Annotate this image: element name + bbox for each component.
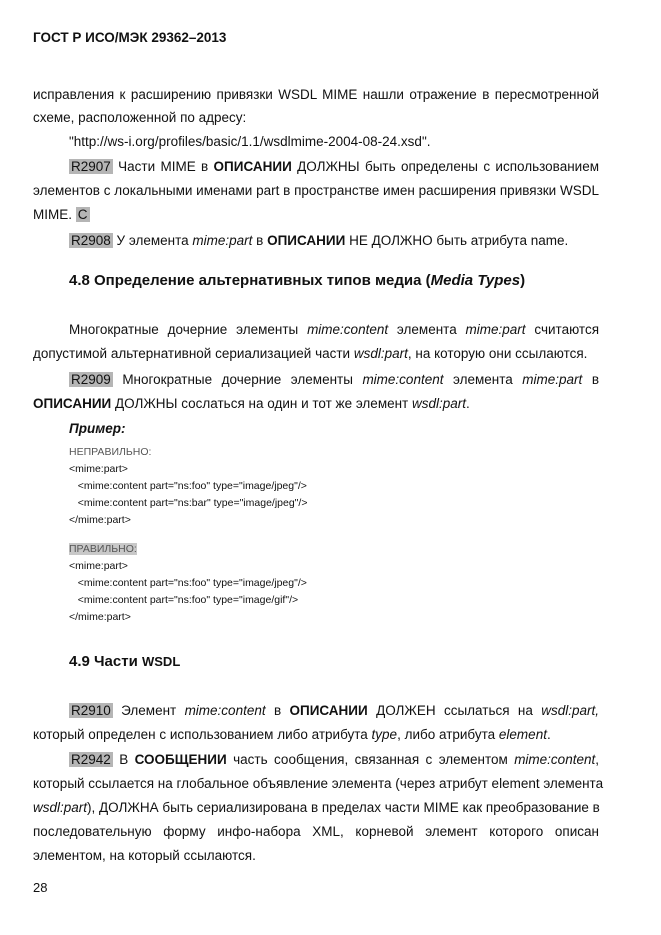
r2907-line-3: MIME. C bbox=[33, 207, 88, 222]
r2942-line-3: wsdl:part), ДОЛЖНА быть сериализирована в пределах части MIME как преобразование в bbox=[33, 800, 600, 815]
r2907-line-1: R2907 Части MIME в ОПИСАНИИ ДОЛЖНЫ быть определены с использованием bbox=[71, 159, 599, 174]
r2909-line-1: R2909 Многократные дочерние элементы mime:content элемента mime:part в bbox=[71, 372, 599, 387]
r2910-line-2: который определен с использованием либо атрибута type, либо атрибута element. bbox=[33, 727, 551, 742]
r2942-line-4: последовательную форму инфо-набора XML, корневой элемент которого описан bbox=[33, 824, 599, 839]
conformance-mark: C bbox=[77, 207, 88, 222]
example-heading: Пример: bbox=[69, 421, 126, 436]
example-wrong-block bbox=[69, 444, 307, 529]
intro-line-1: исправления к расширению привязки WSDL MIME нашли отражение в пересмотренной bbox=[33, 87, 599, 102]
requirement-tag: R2942 bbox=[71, 752, 111, 767]
requirement-tag: R2908 bbox=[71, 233, 111, 248]
code-line: </mime:part> bbox=[69, 611, 131, 623]
page-number: 28 bbox=[33, 880, 48, 895]
example-right-block bbox=[69, 541, 307, 626]
intro-line-2: схеме, расположенной по адресу: bbox=[33, 110, 247, 125]
code-line: <mime:content part="ns:foo" type="image/gif"/> bbox=[69, 594, 299, 606]
code-line: <mime:content part="ns:foo" type="image/jpeg"/> bbox=[69, 480, 307, 492]
r2908-line: R2908 У элемента mime:part в ОПИСАНИИ НЕ ДОЛЖНО быть атрибута name. bbox=[71, 233, 569, 248]
intro-url: "http://ws-i.org/profiles/basic/1.1/wsdlmime-2004-08-24.xsd". bbox=[69, 134, 431, 149]
requirement-tag: R2909 bbox=[71, 372, 111, 387]
code-line: <mime:content part="ns:foo" type="image/jpeg"/> bbox=[69, 577, 307, 589]
section-4-8-title: 4.8 Определение альтернативных типов медиа (Media Types) bbox=[69, 272, 526, 289]
requirement-tag: R2910 bbox=[71, 703, 111, 718]
requirement-tag: R2907 bbox=[71, 159, 111, 174]
section-4-9-title: 4.9 Части WSDL bbox=[69, 653, 181, 670]
document-header: ГОСТ Р ИСО/МЭК 29362–2013 bbox=[33, 30, 227, 45]
p48-line-2: допустимой альтернативной сериализацией части wsdl:part, на которую они ссылаются. bbox=[33, 346, 588, 361]
r2942-line-5: элементом, на который ссылаются. bbox=[33, 848, 256, 863]
r2909-line-2: ОПИСАНИИ ДОЛЖНЫ сослаться на один и тот же элемент wsdl:part. bbox=[33, 396, 470, 411]
code-line: <mime:part> bbox=[69, 463, 128, 475]
wrong-label: НЕПРАВИЛЬНО: bbox=[69, 446, 152, 458]
code-line: </mime:part> bbox=[69, 514, 131, 526]
r2910-line-1: R2910 Элемент mime:content в ОПИСАНИИ ДОЛЖЕН ссылаться на wsdl:part, bbox=[71, 703, 599, 718]
code-line: <mime:content part="ns:bar" type="image/jpeg"/> bbox=[69, 497, 308, 509]
r2907-line-2: элементов с локальными именами part в пространстве имен расширения привязки WSDL bbox=[33, 183, 599, 198]
p48-line-1: Многократные дочерние элементы mime:content элемента mime:part считаются bbox=[69, 322, 600, 337]
right-label: ПРАВИЛЬНО: bbox=[69, 543, 137, 555]
code-line: <mime:part> bbox=[69, 560, 128, 572]
r2942-line-1: R2942 В СООБЩЕНИИ часть сообщения, связанная с элементом mime:content, bbox=[71, 752, 599, 767]
r2942-line-2: который ссылается на глобальное объявление элемента (через атрибут element элемента bbox=[33, 776, 604, 791]
